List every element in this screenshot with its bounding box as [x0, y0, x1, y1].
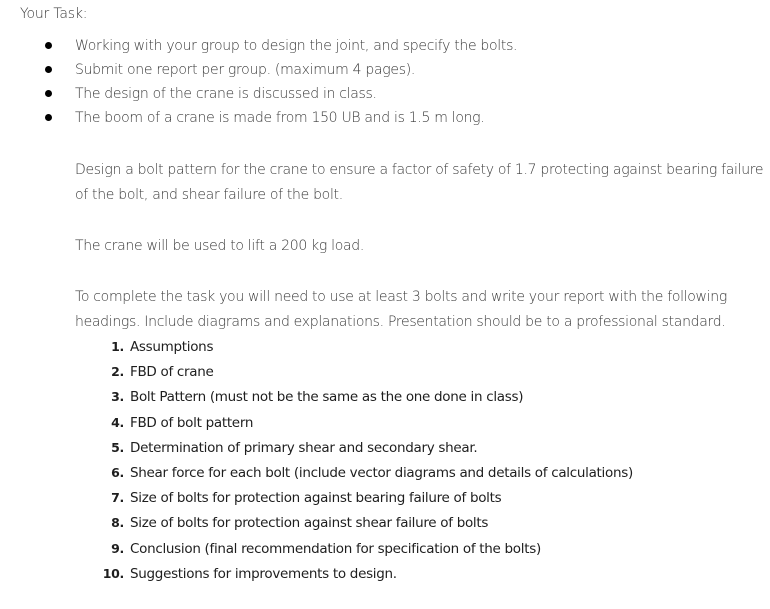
item-text: Size of bolts for protection against bearing failure of bolts — [130, 490, 502, 507]
item-number: 6. — [111, 464, 124, 480]
bullet-dot-icon — [45, 90, 52, 97]
item-number: 2. — [111, 364, 124, 380]
instructions-paragraph: To complete the task you will need to use at least 3 bolts and write your report with the following headings. Include diagrams and explanations. Presentation should be to a professional standard. — [75, 289, 727, 330]
bullet-dot-icon — [45, 114, 52, 121]
item-number: 4. — [111, 414, 124, 430]
design-paragraph: Design a bolt pattern for the crane to ensure a factor of safety of 1.7 protecting against bearing failure of the bolt, and shear failure of the bolt. — [75, 162, 764, 203]
item-number: 1. — [111, 339, 124, 354]
item-number: 8. — [111, 515, 124, 531]
item-number: 7. — [111, 490, 124, 506]
bullet-text: The design of the crane is discussed in class. — [75, 86, 377, 102]
item-text: Shear force for each bolt (include vector diagrams and details of calculations) — [130, 464, 633, 481]
bullet-dot-icon — [45, 66, 52, 73]
item-number: 3. — [111, 389, 124, 405]
item-text: Determination of primary shear and secondary shear. — [130, 439, 478, 456]
item-number: 5. — [111, 439, 124, 455]
item-text: Bolt Pattern (must not be the same as the one done in class) — [130, 389, 524, 406]
bullet-text: Submit one report per group. (maximum 4 pages). — [75, 62, 416, 78]
item-number: 10. — [102, 565, 124, 581]
task-heading: Your Task: — [20, 6, 88, 22]
item-text: Assumptions — [130, 339, 214, 355]
item-text: Conclusion (final recommendation for specification of the bolts) — [130, 540, 541, 557]
item-text: Suggestions for improvements to design. — [130, 565, 397, 582]
item-number: 9. — [111, 540, 124, 556]
load-paragraph: The crane will be used to lift a 200 kg load. — [75, 238, 365, 254]
bullet-text: Working with your group to design the joint, and specify the bolts. — [75, 38, 518, 54]
item-text: Size of bolts for protection against shear failure of bolts — [130, 515, 489, 532]
item-text: FBD of crane — [130, 364, 214, 381]
bullet-dot-icon — [45, 42, 52, 49]
bullet-text: The boom of a crane is made from 150 UB and is 1.5 m long. — [75, 110, 485, 126]
item-text: FBD of bolt pattern — [130, 414, 254, 431]
